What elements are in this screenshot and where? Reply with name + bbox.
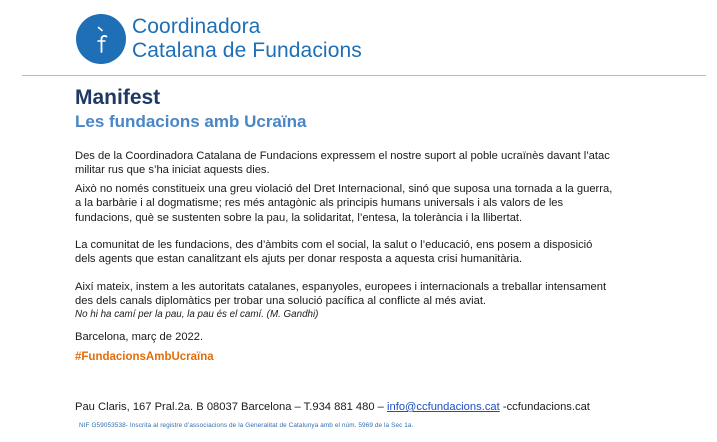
document-subtitle: Les fundacions amb Ucraïna: [75, 112, 307, 131]
logo-line-1: Coordinadora: [132, 15, 261, 38]
logo-wordmark: [132, 15, 362, 63]
foundation-logo-icon: [76, 14, 126, 64]
header-divider: [22, 75, 706, 76]
footer-address: [75, 401, 590, 413]
gandhi-quote: No hi ha camí per la pau, la pau és el camí. (M. Gandhi): [75, 309, 319, 320]
footer-email-link[interactable]: info@ccfundacions.cat: [387, 401, 500, 413]
document-date: Barcelona, març de 2022.: [75, 331, 204, 343]
footer-legal-notice: NIF G59053538- Inscrita al registre d’associacions de la Generalitat de Catalunya amb el núm. 5969 de la Sec 1a.: [79, 422, 414, 429]
footer-website: -ccfundacions.cat: [499, 401, 590, 413]
footer-address-text: Pau Claris, 167 Pral.2a. B 08037 Barcelona – T.934 881 480 –: [75, 401, 388, 413]
hashtag: #FundacionsAmbUcraïna: [75, 351, 214, 363]
paragraph-1: Des de la Coordinadora Catalana de Fundacions expressem el nostre suport al poble ucraïnès davant l’atac militar rus que s’ha iniciat aquests dies.: [75, 150, 610, 177]
logo-line-2: Catalana de Fundacions: [132, 39, 362, 62]
document-title: Manifest: [75, 86, 161, 109]
header: [76, 11, 362, 67]
paragraph-2: Això no només constitueix una greu violació del Dret Internacional, sinó que suposa una tornada a la guerra, a la barbàrie i al dogmatisme; res més antagònic als principis humans universals i als valors de les fundacions, què se sustenten sobre la pau, la solidaritat, l’entesa, la tolerància i la llibertat.: [75, 183, 613, 224]
paragraph-4: Així mateix, instem a les autoritats catalanes, espanyoles, europees i internacionals a treballar intensament des dels canals diplomàtics per trobar una solució pacífica al conflicte al més aviat.: [75, 281, 607, 308]
paragraph-3: La comunitat de les fundacions, des d’àmbits com el social, la salut o l’educació, ens posem a disposició dels agents que estan canalitzant els ajuts per donar resposta a aquesta crisi humanitària.: [75, 239, 593, 266]
